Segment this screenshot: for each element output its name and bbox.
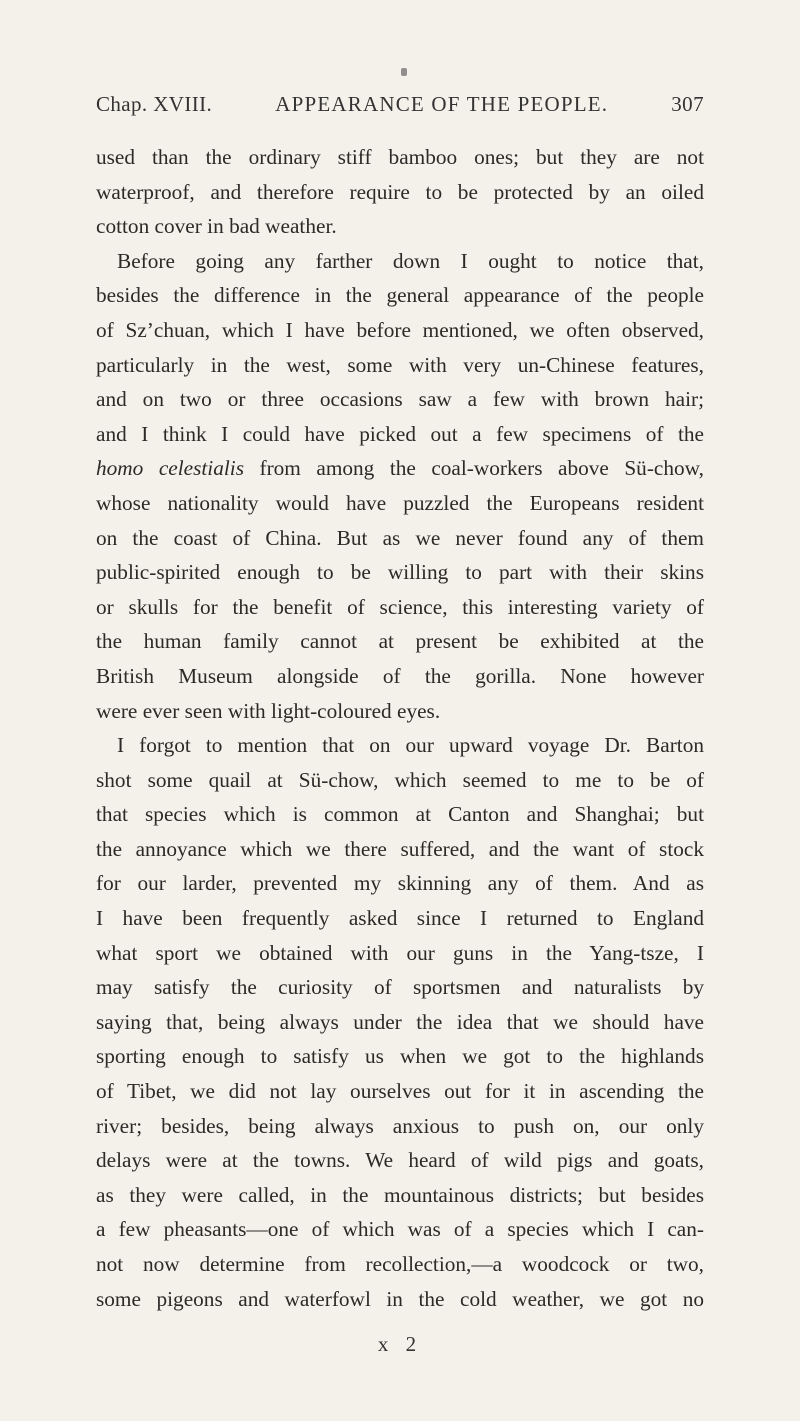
text-line: of Sz’chuan, which I have before mentioned, we often observed, [96, 317, 704, 342]
text-line: saying that, being always under the idea that we should have [96, 1009, 704, 1034]
text-line: some pigeons and waterfowl in the cold weather, we got no [96, 1286, 704, 1311]
text-line: as they were called, in the mountainous districts; but besides [96, 1182, 704, 1207]
text-line: were ever seen with light-coloured eyes. [96, 698, 441, 723]
text-line: and I think I could have picked out a few specimens of the [96, 421, 704, 446]
chapter-label: Chap. XVIII. [96, 92, 213, 116]
text-line: used than the ordinary stiff bamboo ones; but they are not [96, 145, 704, 169]
text-line: the annoyance which we there suffered, and the want of stock [96, 836, 704, 861]
text-line: for our larder, prevented my skinning any of them. And as [96, 871, 704, 896]
body-text [96, 140, 704, 1316]
text-line: cotton cover in bad weather. [96, 214, 337, 239]
text-line: I forgot to mention that on our upward voyage Dr. Barton [117, 733, 704, 758]
text-line: besides the difference in the general appearance of the people [96, 283, 704, 308]
text-line: may satisfy the curiosity of sportsmen and naturalists by [96, 975, 704, 1000]
text-line: and on two or three occasions saw a few with brown hair; [96, 387, 704, 412]
text-line: on the coast of China. But as we never found any of them [96, 525, 704, 550]
ink-mark [401, 68, 407, 76]
text-line: the human family cannot at present be exhibited at the [96, 629, 704, 654]
text-line: Before going any farther down I ought to notice that, [117, 248, 704, 273]
text-line: sporting enough to satisfy us when we got to the highlands [96, 1044, 704, 1069]
text-line: particularly in the west, some with very un-Chinese features, [96, 352, 704, 377]
italic-phrase: homo celestialis [96, 456, 244, 481]
text-line: British Museum alongside of the gorilla. None however [96, 663, 704, 688]
running-title: APPEARANCE OF THE PEOPLE. [275, 92, 609, 116]
text-line: I have been frequently asked since I returned to England [96, 906, 704, 931]
text-line: that species which is common at Canton and Shanghai; but [96, 802, 704, 827]
text-line: not now determine from recollection,—a woodcock or two, [96, 1252, 704, 1276]
text-line: a few pheasants—one of which was of a species which I can- [96, 1217, 704, 1242]
text-line: river; besides, being always anxious to push on, our only [96, 1113, 704, 1138]
text-line: public-spirited enough to be willing to part with their skins [96, 560, 704, 585]
text-line: of Tibet, we did not lay ourselves out for it in ascending the [96, 1079, 704, 1104]
text-line: what sport we obtained with our guns in the Yang-tsze, I [96, 940, 704, 965]
text-line: shot some quail at Sü-chow, which seemed to me to be of [96, 767, 704, 792]
text-line: homo celestialis from among the coal-workers above Sü-chow, [96, 456, 704, 481]
text-line: delays were at the towns. We heard of wild pigs and goats, [96, 1148, 704, 1173]
text-line: or skulls for the benefit of science, this interesting variety of [96, 594, 704, 619]
page-number: 307 [671, 92, 704, 116]
text-line: waterproof, and therefore require to be protected by an oiled [96, 179, 704, 204]
running-head [96, 92, 704, 126]
signature-mark: x 2 [377, 1332, 423, 1356]
text-line: whose nationality would have puzzled the Europeans resident [96, 490, 704, 515]
